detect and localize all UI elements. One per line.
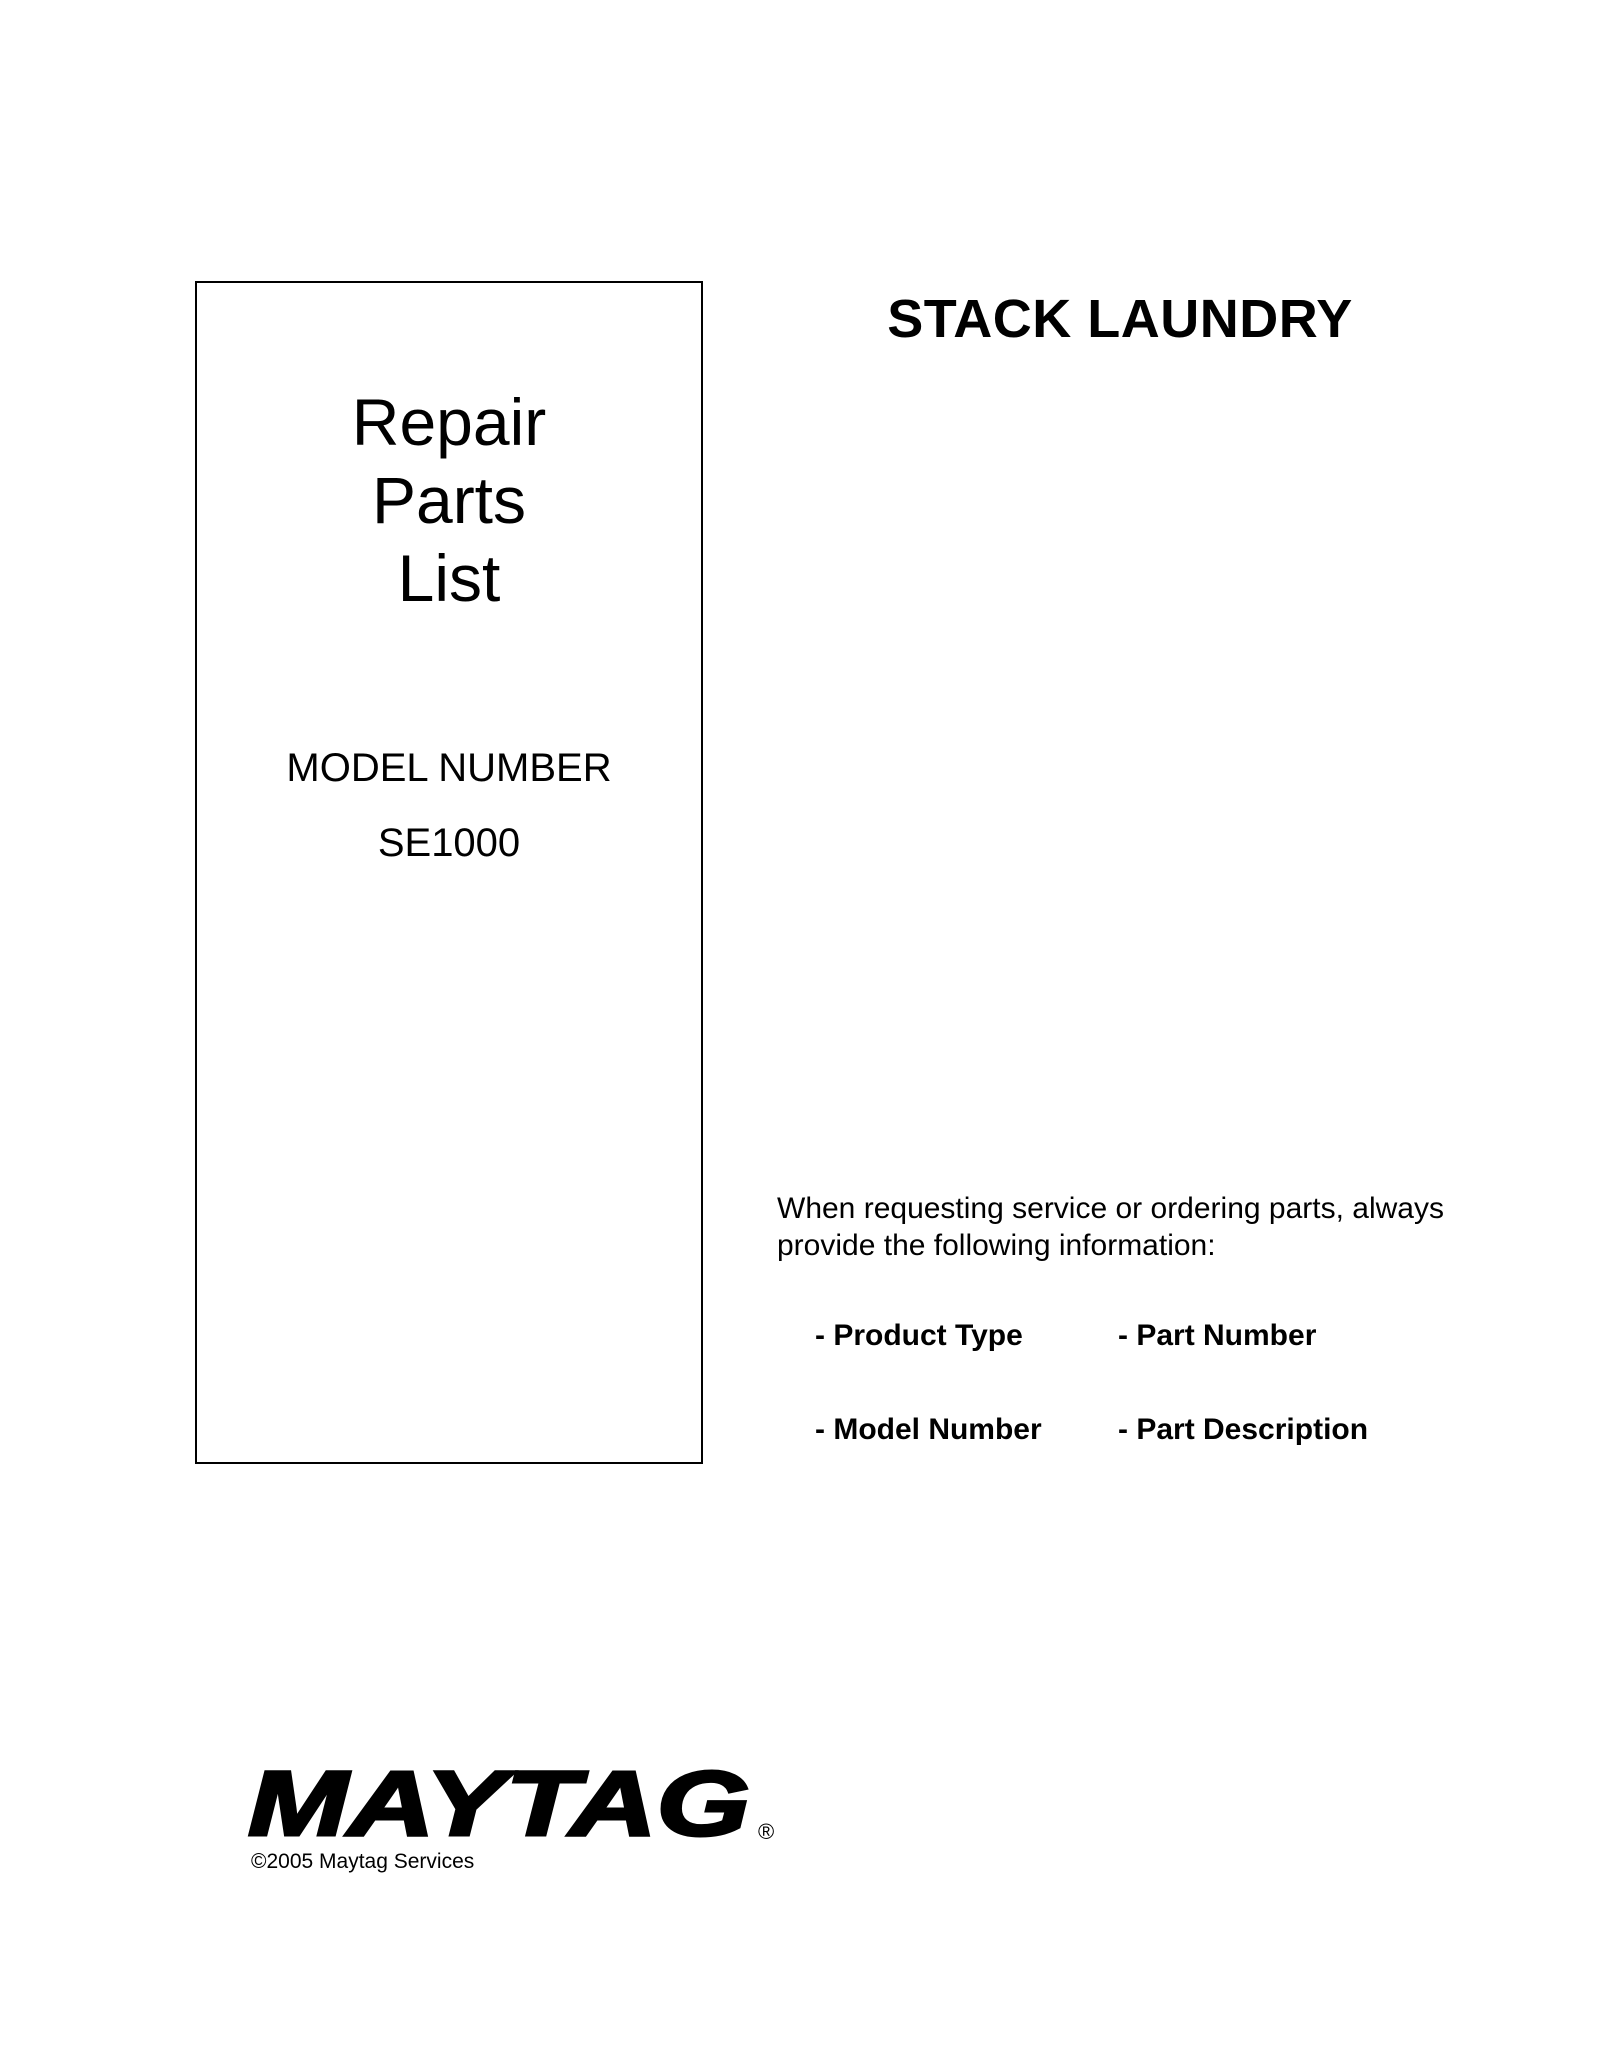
info-item-model-number: - Model Number xyxy=(815,1413,1042,1446)
title-line-repair: Repair xyxy=(351,385,547,459)
info-item-product-type: - Product Type xyxy=(815,1319,1023,1352)
registered-mark: ® xyxy=(758,1819,775,1844)
info-item-part-number: - Part Number xyxy=(1118,1319,1317,1352)
instructions-text: When requesting service or ordering parts, always provide the following information: xyxy=(777,1192,1444,1262)
maytag-logo xyxy=(246,1755,786,1851)
model-number-value: SE1000 xyxy=(377,821,521,865)
copyright-text: ©2005 Maytag Services xyxy=(251,1850,475,1873)
title-line-parts: Parts xyxy=(371,463,527,537)
cover-box xyxy=(195,281,703,1464)
repair-parts-list-title xyxy=(197,383,701,617)
title-line-list: List xyxy=(397,541,501,615)
model-number-label: MODEL NUMBER xyxy=(286,746,612,790)
logo-wordmark: MAYTAG xyxy=(248,1755,750,1851)
info-item-part-description: - Part Description xyxy=(1118,1413,1369,1446)
page-title: STACK LAUNDRY xyxy=(887,289,1353,349)
